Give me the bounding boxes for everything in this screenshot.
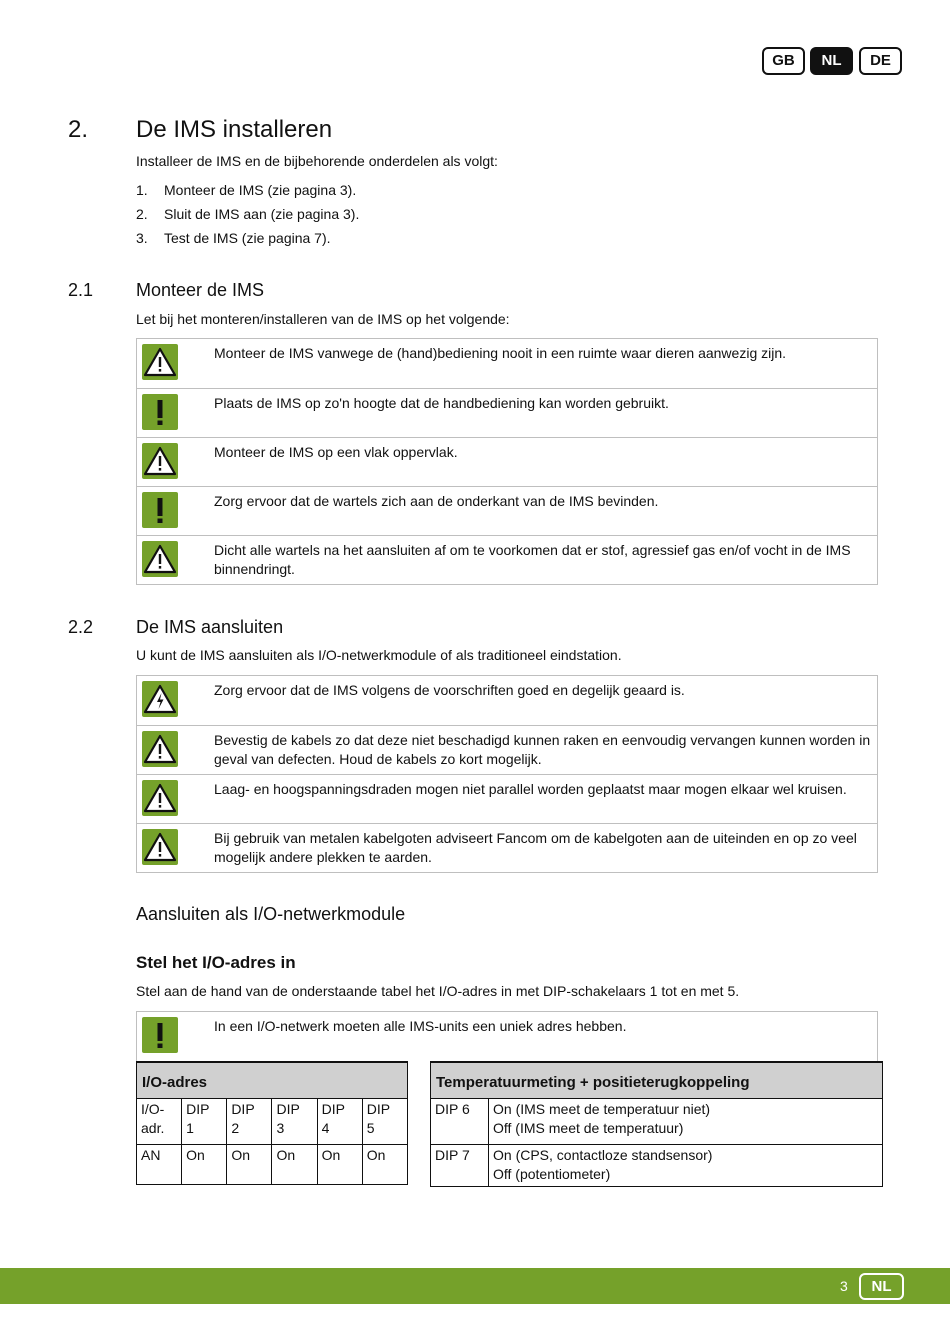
table-cell: On bbox=[182, 1145, 227, 1185]
note-row bbox=[137, 725, 877, 774]
warning-triangle-icon bbox=[142, 443, 178, 479]
warning-triangle-icon bbox=[142, 731, 178, 767]
note-text: Zorg ervoor dat de wartels zich aan de onderkant van de IMS bevinden. bbox=[214, 493, 659, 509]
note-text: Dicht alle wartels na het aansluiten af om te voorkomen dat er stof, agressief gas en/of vocht in de IMS binnendringt. bbox=[214, 542, 851, 577]
table-header: I/O-adres bbox=[137, 1062, 408, 1099]
subsection-title: De IMS aansluiten bbox=[136, 617, 284, 637]
procedure-title: Stel het I/O-adres in bbox=[136, 953, 296, 972]
column-header: DIP 2 bbox=[227, 1099, 272, 1145]
option-line: On (IMS meet de temperatuur niet) bbox=[493, 1101, 711, 1117]
note-text: Monteer de IMS vanwege de (hand)bediening nooit in een ruimte waar dieren aanwezig zijn. bbox=[214, 345, 787, 361]
subsection-title: Monteer de IMS bbox=[136, 280, 265, 300]
step-number: 3. bbox=[136, 230, 148, 246]
note-text: Bevestig de kabels zo dat deze niet beschadigd kunnen raken en eenvoudig vervangen kunnen worden in geval van defecten. Houd de kabels zo kort mogelijk. bbox=[214, 732, 871, 767]
note-row bbox=[137, 437, 877, 486]
step-text: Monteer de IMS (zie pagina 3). bbox=[164, 182, 357, 198]
warning-triangle-icon bbox=[142, 344, 178, 380]
note-text: Laag- en hoogspanningsdraden mogen niet parallel worden geplaatst maar mogen elkaar wel kruisen. bbox=[214, 781, 847, 797]
note-row bbox=[137, 339, 877, 388]
note-text: Monteer de IMS op een vlak oppervlak. bbox=[214, 444, 458, 460]
table-cell: On bbox=[317, 1145, 362, 1185]
column-header: DIP 4 bbox=[317, 1099, 362, 1145]
note-row bbox=[137, 535, 877, 584]
step-number: 1. bbox=[136, 182, 148, 198]
procedure-intro: Stel aan de hand van de onderstaande tabel het I/O-adres in met DIP-schakelaars 1 tot en met 5. bbox=[136, 983, 740, 999]
subsection-number: 2.2 bbox=[68, 617, 94, 637]
option-line: On (CPS, contactloze standsensor) bbox=[493, 1147, 713, 1163]
column-header: DIP 1 bbox=[182, 1099, 227, 1145]
language-nl-button[interactable]: NL bbox=[810, 47, 853, 75]
note-text: Zorg ervoor dat de IMS volgens de voorschriften goed en degelijk geaard is. bbox=[214, 682, 685, 698]
table-row bbox=[431, 1145, 883, 1187]
table-cell: On bbox=[272, 1145, 317, 1185]
mounting-notes-table bbox=[136, 338, 878, 585]
address-note-table bbox=[136, 1011, 878, 1061]
subsection-intro: Let bij het monteren/installeren van de IMS op het volgende: bbox=[136, 311, 510, 327]
step-number: 2. bbox=[136, 206, 148, 222]
step-text: Test de IMS (zie pagina 7). bbox=[164, 230, 331, 246]
note-row bbox=[137, 1012, 877, 1062]
table-row bbox=[431, 1099, 883, 1145]
footer-bar bbox=[0, 1268, 950, 1304]
table-cell: AN bbox=[137, 1145, 182, 1185]
subsubsection-title: Aansluiten als I/O-netwerkmodule bbox=[136, 904, 406, 924]
warning-triangle-icon bbox=[142, 780, 178, 816]
subsection-intro: U kunt de IMS aansluiten als I/O-netwerkmodule of als traditioneel eindstation. bbox=[136, 647, 622, 663]
option-line: Off (potentiometer) bbox=[493, 1166, 611, 1182]
table-cell: DIP 7 bbox=[431, 1145, 489, 1187]
section-title: De IMS installeren bbox=[136, 116, 333, 143]
table-row bbox=[137, 1145, 408, 1185]
subsection-number: 2.1 bbox=[68, 280, 94, 300]
note-text: Plaats de IMS op zo'n hoogte dat de handbediening kan worden gebruikt. bbox=[214, 395, 669, 411]
connection-notes-table bbox=[136, 675, 878, 873]
note-row bbox=[137, 388, 877, 437]
temperature-table bbox=[430, 1061, 883, 1187]
exclamation-icon bbox=[142, 394, 178, 430]
column-header: DIP 5 bbox=[362, 1099, 407, 1145]
note-text: Bij gebruik van metalen kabelgoten adviseert Fancom om de kabelgoten aan de uiteinden en op zo veel mogelijk andere plekken te aarden. bbox=[214, 830, 857, 865]
note-text: In een I/O-netwerk moeten alle IMS-units een uniek adres hebben. bbox=[214, 1018, 627, 1034]
exclamation-icon bbox=[142, 1017, 178, 1053]
note-row bbox=[137, 823, 877, 872]
warning-triangle-icon bbox=[142, 541, 178, 577]
note-row bbox=[137, 774, 877, 823]
warning-triangle-icon bbox=[142, 829, 178, 865]
page-number: 3 bbox=[840, 1278, 848, 1294]
note-row bbox=[137, 676, 877, 725]
table-cell bbox=[489, 1145, 883, 1187]
option-line: Off (IMS meet de temperatuur) bbox=[493, 1120, 684, 1136]
table-header: Temperatuurmeting + positieterugkoppeling bbox=[431, 1062, 883, 1099]
table-cell: On bbox=[362, 1145, 407, 1185]
io-address-table bbox=[136, 1061, 408, 1185]
table-cell: DIP 6 bbox=[431, 1099, 489, 1145]
column-header: DIP 3 bbox=[272, 1099, 317, 1145]
footer-language-badge: NL bbox=[859, 1273, 904, 1300]
table-cell: On bbox=[227, 1145, 272, 1185]
step-text: Sluit de IMS aan (zie pagina 3). bbox=[164, 206, 360, 222]
note-row bbox=[137, 486, 877, 535]
language-gb-button[interactable]: GB bbox=[762, 47, 805, 75]
section-number: 2. bbox=[68, 116, 89, 143]
exclamation-icon bbox=[142, 492, 178, 528]
language-de-button[interactable]: DE bbox=[859, 47, 902, 75]
column-header: I/O- adr. bbox=[137, 1099, 182, 1145]
section-intro: Installeer de IMS en de bijbehorende onderdelen als volgt: bbox=[136, 153, 498, 169]
table-cell bbox=[489, 1099, 883, 1145]
electrical-hazard-icon bbox=[142, 681, 178, 717]
